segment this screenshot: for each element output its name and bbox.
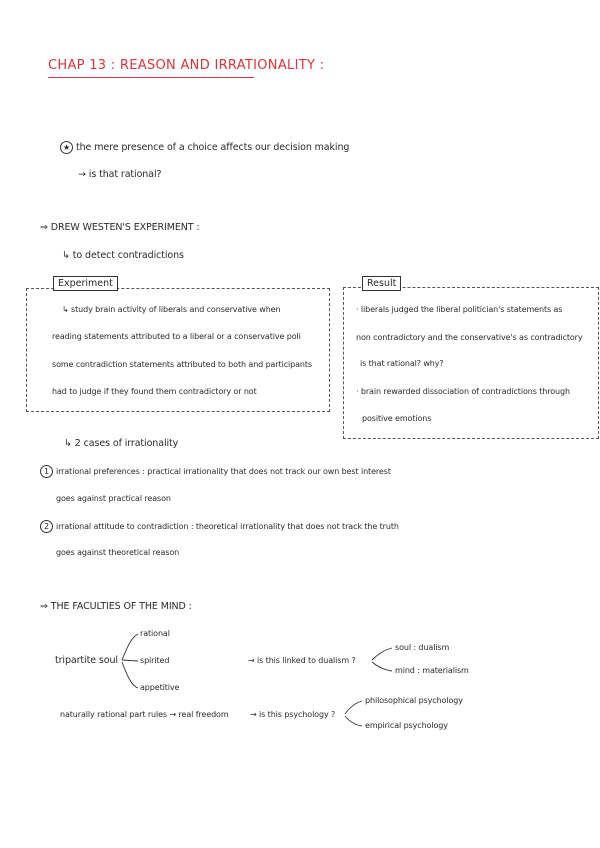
case-1-number: 1 bbox=[40, 465, 53, 478]
branch-rational: rational bbox=[140, 629, 170, 638]
case-2-number: 2 bbox=[40, 520, 53, 533]
branch-line-dualism-mind bbox=[372, 662, 392, 671]
case-1-sub: goes against practical reason bbox=[56, 494, 171, 503]
psych-philosophical: philosophical psychology bbox=[365, 696, 463, 705]
experiment-label: Experiment bbox=[53, 276, 118, 291]
result-line-3: is that rational? why? bbox=[360, 359, 444, 368]
branch-line-rational bbox=[122, 634, 138, 660]
branch-spirited: spirited bbox=[140, 656, 170, 665]
psych-empirical: empirical psychology bbox=[365, 721, 448, 730]
westen-heading: ⇒ DREW WESTEN'S EXPERIMENT : bbox=[40, 222, 200, 233]
star-icon: ★ bbox=[60, 141, 73, 154]
branch-line-dualism-soul bbox=[372, 648, 392, 660]
result-line-4: · brain rewarded dissociation of contradictions through bbox=[356, 387, 570, 396]
intro-question: → is that rational? bbox=[78, 169, 162, 180]
branch-appetitive: appetitive bbox=[140, 683, 180, 692]
westen-sub: ↳ to detect contradictions bbox=[62, 250, 184, 261]
result-line-5: positive emotions bbox=[362, 414, 432, 423]
intro-point-text: the mere presence of a choice affects our decision making bbox=[76, 142, 350, 153]
branch-line-appetitive bbox=[122, 662, 138, 688]
dualism-mind: mind : materialism bbox=[395, 666, 469, 675]
result-line-1: · liberals judged the liberal politician's statements as bbox=[356, 305, 563, 314]
dualism-soul: soul : dualism bbox=[395, 643, 450, 652]
case-2-sub: goes against theoretical reason bbox=[56, 548, 180, 557]
experiment-line-1: ↳ study brain activity of liberals and conservative when bbox=[62, 305, 281, 314]
cases-heading: ↳ 2 cases of irrationality bbox=[64, 438, 179, 449]
experiment-line-2: reading statements attributed to a liberal or a conservative poli bbox=[52, 332, 301, 341]
result-label: Result bbox=[362, 276, 401, 291]
branch-line-spirited bbox=[122, 660, 138, 661]
experiment-line-4: had to judge if they found them contradictory or not bbox=[52, 387, 257, 396]
branch-line-philosophical bbox=[345, 701, 362, 714]
page-title: CHAP 13 : REASON AND IRRATIONALITY : bbox=[48, 58, 325, 73]
faculties-heading: ⇒ THE FACULTIES OF THE MIND : bbox=[40, 601, 192, 612]
freedom-line: naturally rational part rules → real freedom bbox=[60, 710, 229, 719]
case-1-text: irrational preferences : practical irrationality that does not track our own best interest bbox=[56, 467, 391, 476]
result-line-2: non contradictory and the conservative's as contradictory bbox=[356, 333, 583, 342]
dualism-question: → is this linked to dualism ? bbox=[248, 656, 356, 665]
tripartite-soul: tripartite soul bbox=[55, 655, 118, 666]
experiment-line-3: some contradiction statements attributed to both and participants bbox=[52, 360, 312, 369]
case-2-text: irrational attitude to contradiction : theoretical irrationality that does not track the truth bbox=[56, 522, 399, 531]
branch-line-empirical bbox=[345, 716, 362, 726]
psychology-question: → is this psychology ? bbox=[250, 710, 336, 719]
